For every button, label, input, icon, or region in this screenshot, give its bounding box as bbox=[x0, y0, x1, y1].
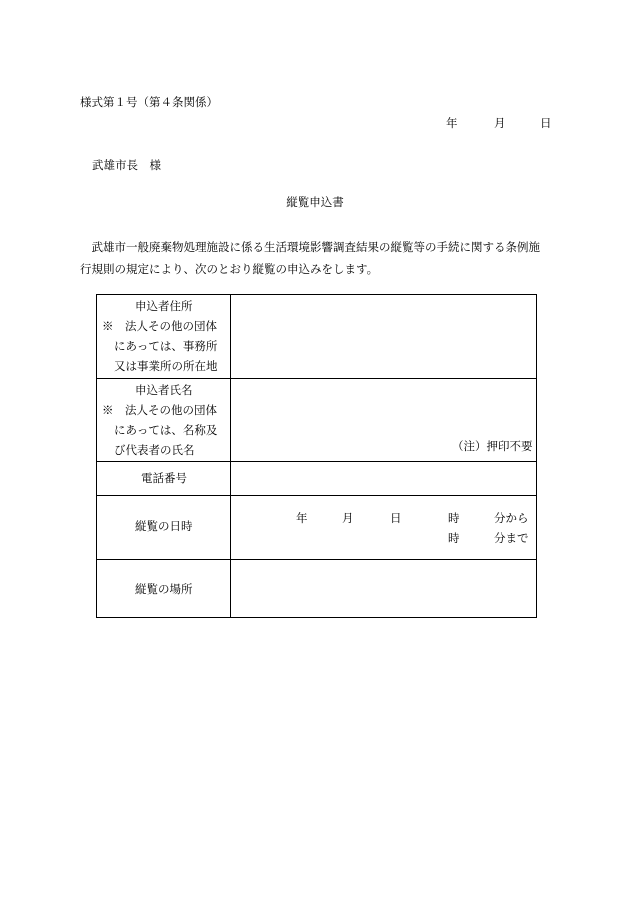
phone-field[interactable] bbox=[231, 462, 537, 495]
body-text-line-2: 行規則の規定により、次のとおり縦覧の申込みをします。 bbox=[80, 262, 379, 276]
applicant-address-line-2: ※ 法人その他の団体 bbox=[102, 319, 217, 333]
viewing-datetime-label: 縦覧の日時 bbox=[135, 519, 193, 533]
date-day-label: 日 bbox=[540, 116, 552, 130]
viewing-minute-until-label: 分まで bbox=[494, 531, 529, 545]
viewing-hour-from-label: 時 bbox=[448, 511, 460, 525]
applicant-name-line-3: にあっては、名称及 bbox=[114, 423, 218, 437]
applicant-name-line-4: び代表者の氏名 bbox=[114, 443, 195, 457]
document-title: 縦覧申込書 bbox=[286, 195, 344, 209]
seal-not-required-note: （注）押印不要 bbox=[452, 439, 533, 453]
applicant-name-line-1: 申込者氏名 bbox=[135, 383, 193, 397]
viewing-month-label: 月 bbox=[342, 511, 354, 525]
body-text-line-1: 武雄市一般廃棄物処理施設に係る生活環境影響調査結果の縦覧等の手続に関する条例施 bbox=[91, 240, 540, 254]
addressee: 武雄市長 様 bbox=[92, 158, 161, 172]
date-year-label: 年 bbox=[446, 116, 458, 130]
viewing-year-label: 年 bbox=[296, 511, 308, 525]
date-month-label: 月 bbox=[494, 116, 506, 130]
date-line bbox=[0, 118, 630, 132]
applicant-address-line-1: 申込者住所 bbox=[135, 299, 193, 313]
viewing-day-label: 日 bbox=[390, 511, 402, 525]
applicant-name-line-2: ※ 法人その他の団体 bbox=[102, 403, 217, 417]
viewing-hour-until-label: 時 bbox=[448, 531, 460, 545]
viewing-place-label: 縦覧の場所 bbox=[135, 582, 193, 596]
viewing-datetime-field[interactable] bbox=[231, 496, 537, 559]
applicant-address-line-4: 又は事業所の所在地 bbox=[114, 359, 218, 373]
applicant-address-field[interactable] bbox=[231, 295, 537, 378]
phone-label: 電話番号 bbox=[141, 471, 187, 485]
viewing-place-field[interactable] bbox=[231, 560, 537, 618]
applicant-address-line-3: にあっては、事務所 bbox=[114, 339, 218, 353]
form-number: 様式第１号（第４条関係） bbox=[80, 95, 218, 109]
body-text bbox=[80, 236, 550, 280]
viewing-minute-from-label: 分から bbox=[494, 511, 529, 525]
application-table bbox=[96, 294, 537, 618]
